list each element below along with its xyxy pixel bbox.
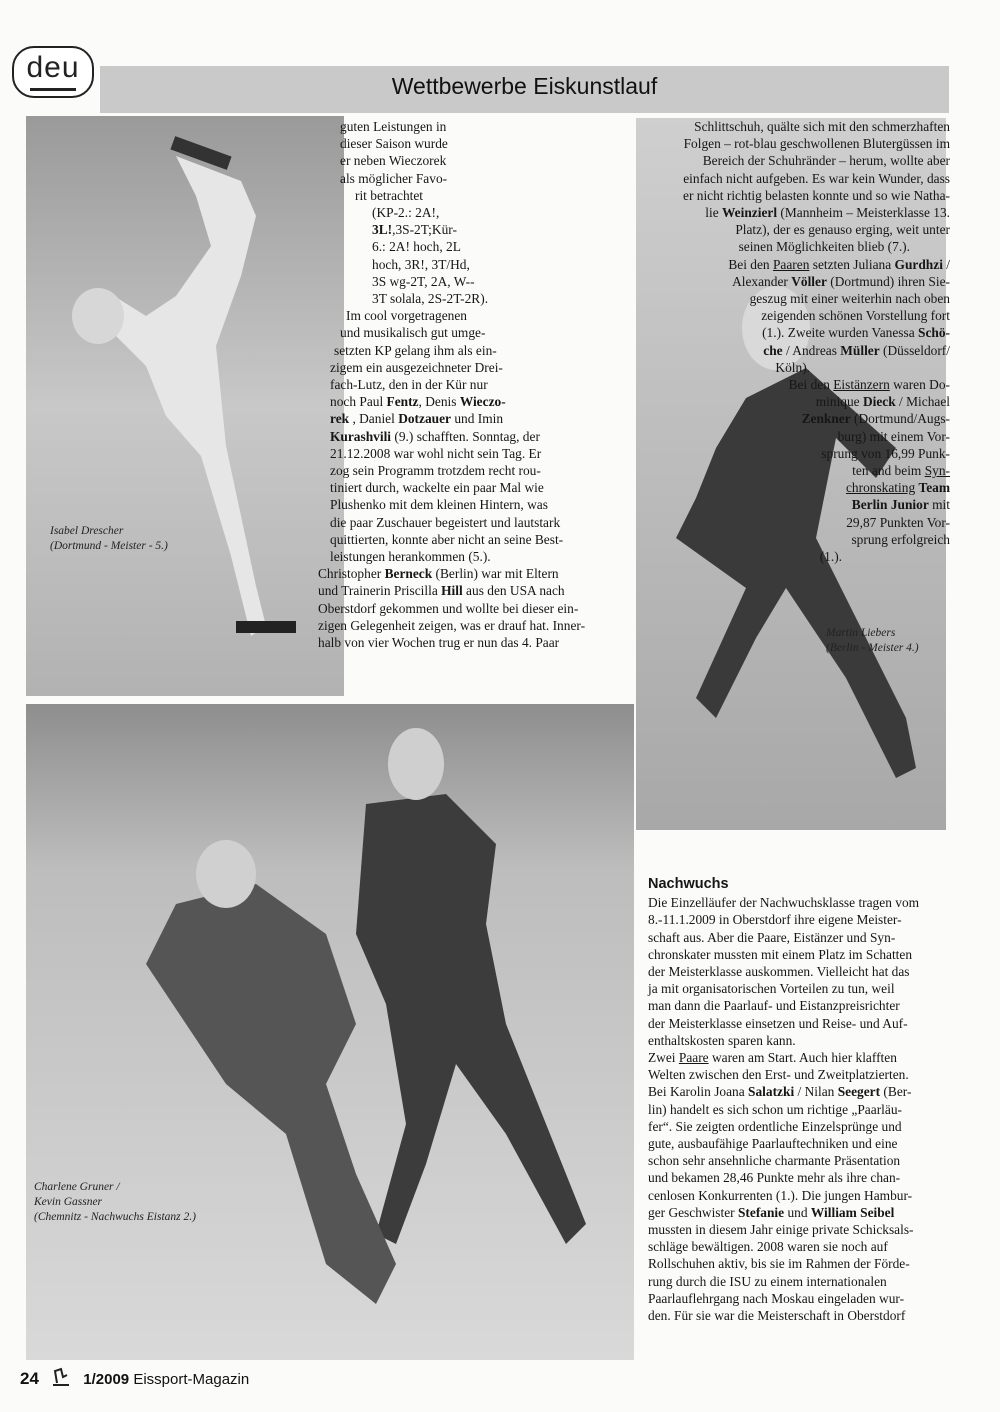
text-line: mussten in diesem Jahr einige private Schicksals- [648,1222,914,1238]
photo-isabel-drescher [26,116,344,696]
name-highlight: Seegert [837,1084,881,1100]
photo-charlene-kevin [26,704,634,1360]
text-span: (Dortmund/Augs- [850,411,950,427]
text-span: (9.) schafften. Sonntag, der [391,428,540,444]
text-span: waren Do- [889,377,950,393]
text-line [650,256,950,273]
text-span: und Imin [451,411,504,427]
text-line [650,324,950,341]
caption-line: (Berlin - Meister 4.) [826,642,919,654]
skater-silhouette-isabel [26,116,344,696]
text-span: und Trainerin Priscilla [318,583,442,599]
text-span: , Daniel [349,411,399,427]
text-line: (1.). [819,549,842,565]
text-line [648,1204,944,1221]
text-line: geszug mit einer weiterhin nach oben [749,291,950,307]
text-line: 29,87 Punkten Vor- [846,514,950,530]
text-line [650,273,950,290]
caption-line: (Dortmund - Meister - 5.) [50,540,168,552]
issue-number: 1/2009 [83,1371,130,1388]
text-line: und bekamen 28,46 Punkte mehr als ihre chan- [648,1170,901,1186]
text-line [648,1083,944,1100]
article-section-nachwuchs [648,876,944,1324]
text-span: / Andreas [782,342,841,358]
text-span: aus den USA nach [462,583,565,599]
text-line: Oberstdorf gekommen und wollte bei dieser ein- [318,600,579,616]
text-line [330,410,642,427]
text-line: fer“. Sie zeigten ordentliche Einzelsprünge und [648,1118,902,1134]
text-span: Bei Karolin Joana [648,1084,749,1100]
underlined-term: chronskating [845,480,916,496]
text-line: chronskater mussten mit einem Platz im Schatten [648,946,913,962]
text-line [650,342,950,359]
name-highlight: Wieczo- [459,394,506,410]
underlined-term: Eistänzern [833,377,890,393]
text-line: ja mit organisatorischen Vorteilen zu tun, weil [648,981,895,997]
text-line: schaft aus. Aber die Paare, Eistänzer und Syn- [648,929,896,945]
text-line [650,376,950,393]
underlined-term: Paaren [772,256,810,272]
page-footer [20,1367,249,1389]
text-line: tiniert durch, wackelte ein paar Mal wie [330,480,544,496]
text-span: / Nilan [794,1084,838,1100]
text-line: einfach nicht aufgeben. Es war kein Wunder, dass [683,170,950,186]
text-span: Alexander [732,273,792,289]
text-span: Bei den [728,256,773,272]
text-span: setzten Juliana [809,256,895,272]
name-highlight: Müller [840,342,880,358]
text-line: cenlosen Konkurrenten (1.). Die jungen Hambur- [648,1187,913,1203]
text-line: er nicht richtig belasten konnte und so wie Natha- [683,187,950,203]
text-span: / [942,256,950,272]
name-highlight: Berlin Junior [851,497,929,513]
text-line [650,479,950,496]
skater-logo-icon [49,1367,73,1387]
text-span: (1.). Zweite wurden Vanessa [762,325,918,341]
text-line [650,496,950,513]
text-line: Im cool vorgetragenen [346,308,467,324]
name-highlight: William Seibel [810,1204,895,1220]
text-line: zigem ein ausgezeichneter Drei- [330,359,503,375]
text-span: ,3S-2T;Kür- [392,222,457,238]
text-line: ten and beim Syn- [852,463,950,479]
text-line [650,204,950,221]
section-heading: Nachwuchs [648,876,729,892]
text-span: Bei den [788,377,834,393]
text-line: 21.12.2008 war wohl nicht sein Tag. Er [330,445,542,461]
page-title: Wettbewerbe Eiskunstlauf [391,73,658,99]
text-line: seinen Möglichkeiten blieb (7.). [738,239,910,255]
caption-line: Isabel Drescher [50,525,124,537]
text-line: die paar Zuschauer begeistert und lautstark [330,514,561,530]
text-line: rit betrachtet [355,187,424,203]
text-line: er neben Wieczorek [340,153,447,169]
text-line: schläge bewältigen. 2008 waren sie noch auf [648,1239,888,1255]
text-span: mit [928,497,950,513]
text-span: ger Geschwister [648,1204,738,1220]
text-line: fach-Lutz, den in der Kür nur [330,377,488,393]
logo-underline [30,88,76,91]
text-line: Paarlauflehrgang nach Moskau eingeladen wur- [648,1290,905,1306]
text-line: gute, ausbaufähige Paarlauftechniken und eine [648,1136,898,1152]
name-highlight: Gurdhzi [894,256,943,272]
text-span: Christopher [318,566,385,582]
text-line: rung durch die ISU zu einem internationalen [648,1273,887,1289]
text-span: (Berlin) war mit Eltern [432,566,559,582]
text-span: minique [815,394,863,410]
text-line: burg) mit einem Vor- [837,428,950,444]
text-span: (Mannheim – Meisterklasse 13. [777,205,950,221]
name-highlight: Schö- [918,325,950,341]
text-line [330,428,642,445]
caption-isabel [50,524,168,554]
name-highlight: Stefanie [737,1204,785,1220]
article-column-right [650,118,950,565]
text-line: guten Leistungen in [340,119,447,134]
text-span: , Denis [418,394,460,410]
text-line [648,1049,944,1066]
text-line: 3T solala, 2S-2T-2R). [372,291,489,307]
text-span: und [784,1204,811,1220]
jump-highlight: 3L! [372,222,393,238]
text-line: lin) handelt es sich schon um richtige „Paarläu- [648,1101,902,1117]
text-line: Welten zwischen den Erst- und Zweitplatzierten. [648,1067,909,1083]
text-line: 3S wg-2T, 2A, W-- [372,273,475,289]
text-line [650,393,950,410]
name-highlight: Fentz [386,394,419,410]
logo-text: deu [26,51,80,84]
text-span: (Dortmund) ihren Sie- [826,273,950,289]
text-line [330,393,642,410]
name-highlight: Team [918,480,950,496]
text-line: sprung von 16,99 Punk- [821,445,950,461]
text-line: leistungen herankommen (5.). [330,549,491,565]
text-line: 8.-11.1.2009 in Oberstdorf ihre eigene Meister- [648,912,902,928]
text-line: (KP-2.: 2A!, [372,205,440,221]
text-line [372,221,642,238]
name-highlight: Völler [791,273,827,289]
name-highlight: rek [330,411,350,427]
name-highlight: che [763,342,783,358]
text-line: Bereich der Schuhränder – herum, wollte aber [702,153,950,169]
text-line: Köln). [775,359,810,375]
deu-logo [12,46,94,98]
name-highlight: Dieck [862,394,896,410]
text-span: noch Paul [330,394,387,410]
text-line: als möglicher Favo- [340,170,448,186]
text-span: (Ber- [880,1084,912,1100]
underlined-term: Paare [678,1050,709,1066]
text-line: zeigenden schönen Vorstellung fort [761,308,950,324]
caption-charlene [34,1180,196,1225]
text-line: Platz), der es genauso erging, weit unter [735,222,950,238]
text-line: Schlittschuh, quälte sich mit den schmerzhaften [694,119,950,134]
text-span: waren am Start. Auch hier klafften [708,1050,897,1066]
magazine-name: Eissport-Magazin [133,1371,250,1388]
text-line: schon sehr ansehnliche charmante Präsentation [648,1153,901,1169]
text-line [650,410,950,427]
name-highlight: Kurashvili [330,428,392,444]
text-line: und musikalisch gut umge- [340,325,486,341]
text-line: den. Für sie war die Meisterschaft in Oberstdorf [648,1308,906,1324]
name-highlight: Salatzki [748,1084,795,1100]
text-line: Die Einzelläufer der Nachwuchsklasse tragen vom [648,895,920,911]
text-line: Folgen – rot-blau geschwollenen Blutergüssen im [683,136,950,152]
text-line [318,565,642,582]
page-number: 24 [20,1369,39,1388]
text-line: Rollschuhen aktiv, bis sie im Rahmen der Förde- [648,1256,910,1272]
name-highlight: Dotzauer [398,411,451,427]
text-line: halb von vier Wochen trug er nun das 4. Paar [318,635,560,651]
text-line: Plushenko mit dem kleinen Hintern, was [330,497,548,513]
text-line: setzten KP gelang ihm als ein- [334,342,497,358]
text-line: zog sein Programm trotzdem recht rou- [330,463,541,479]
text-line: sprung erfolgreich [851,531,950,547]
text-line: der Meisterklasse einsetzen und Reise- und Auf- [648,1015,908,1031]
text-line: der Meisterklasse auskommen. Vielleicht hat das [648,964,910,980]
text-line: dieser Saison wurde [340,136,448,152]
text-span: Zwei [648,1050,679,1066]
text-line: quittierten, konnte aber nicht an seine Best- [330,531,564,547]
text-line: man dann die Paarlauf- und Eistanzpreisrichter [648,998,900,1014]
text-line: zigen Gelegenheit zeigen, was er drauf hat. Inner- [318,617,586,633]
caption-line: Charlene Gruner / [34,1181,120,1193]
text-line: enthaltskosten sparen kann. [648,1032,796,1048]
caption-line: Martin Liebers [826,627,896,639]
text-span: (Düsseldorf/ [879,342,950,358]
name-highlight: Berneck [384,566,433,582]
text-span: lie [705,205,723,221]
caption-martin [826,626,919,656]
caption-line: (Chemnitz - Nachwuchs Eistanz 2.) [34,1211,196,1223]
underlined-term: Syn- [924,463,950,479]
name-highlight: Weinzierl [722,205,778,221]
text-line: 6.: 2A! hoch, 2L [372,239,461,255]
text-line [318,582,642,599]
name-highlight: Hill [441,583,463,599]
article-column-middle [318,118,642,651]
name-highlight: Zenkner [801,411,851,427]
ice-dance-couple [26,704,634,1360]
caption-line: Kevin Gassner [34,1196,103,1208]
text-line: hoch, 3R!, 3T/Hd, [372,256,470,272]
text-span: / Michael [895,394,950,410]
